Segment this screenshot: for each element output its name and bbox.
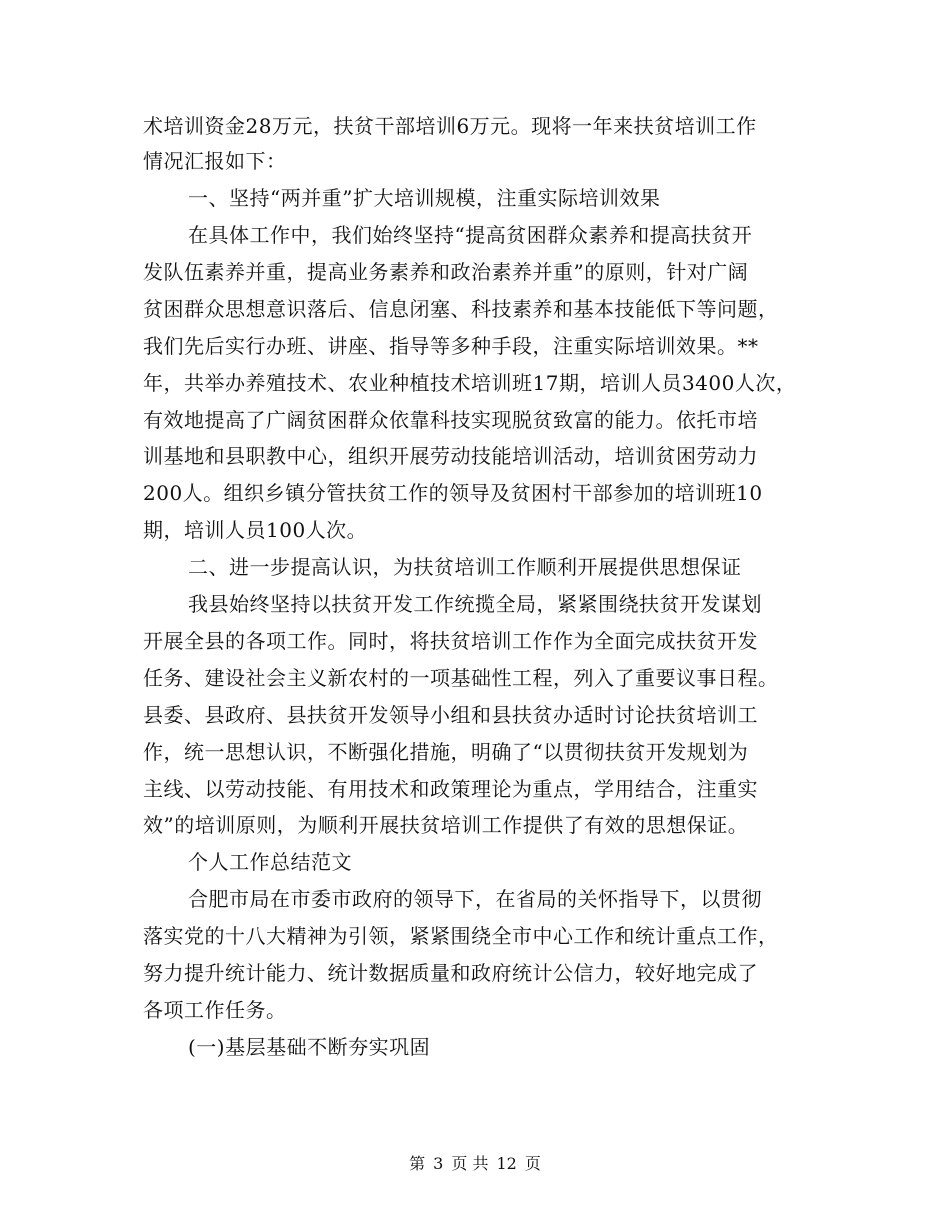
text-line: 年，共举办养殖技术、农业种植技术培训班17期，培训人员3400人次， [143, 371, 797, 395]
footer-middle: 页 共 [451, 1154, 489, 1173]
text-line: 训基地和县职教中心，组织开展劳动技能培训活动，培训贫困劳动力 [143, 444, 758, 468]
text-line: 开展全县的各项工作。同时，将扶贫培训工作作为全面完成扶贫开发 [143, 629, 758, 653]
text-line: 县委、县政府、县扶贫开发领导小组和县扶贫办适时讨论扶贫培训工 [143, 703, 758, 727]
text-line: 落实党的十八大精神为引领，紧紧围绕全市中心工作和统计重点工作， [143, 924, 779, 948]
text-line: 发队伍素养并重，提高业务素养和政治素养并重”的原则，针对广阔 [143, 260, 749, 284]
text-line: 效”的培训原则，为顺利开展扶贫培训工作提供了有效的思想保证。 [143, 813, 749, 837]
section-heading: (一)基层基础不断夯实巩固 [188, 1035, 431, 1059]
footer-page-number: 3 [433, 1154, 444, 1173]
text-line: 贫困群众思想意识落后、信息闭塞、科技素养和基本技能低下等问题， [143, 297, 779, 321]
text-line: 努力提升统计能力、统计数据质量和政府统计公信力，较好地完成了 [143, 961, 758, 985]
footer-total-pages: 12 [496, 1154, 517, 1173]
page-footer [0, 1154, 950, 1174]
text-line: 各项工作任务。 [143, 998, 287, 1022]
text-line: 期，培训人员100人次。 [143, 518, 368, 542]
text-line: 在具体工作中，我们始终坚持“提高贫困群众素养和提高扶贫开 [188, 223, 753, 247]
text-line: 情况汇报如下： [143, 149, 287, 173]
text-line: 主线、以劳动技能、有用技术和政策理论为重点，学用结合，注重实 [143, 777, 758, 801]
text-line: 合肥市局在市委市政府的领导下，在省局的关怀指导下，以贯彻 [188, 887, 762, 911]
footer-suffix: 页 [524, 1154, 541, 1173]
text-line: 任务、建设社会主义新农村的一项基础性工程，列入了重要议事日程。 [143, 666, 779, 690]
text-line: 术培训资金28万元，扶贫干部培训6万元。现将一年来扶贫培训工作 [143, 114, 757, 138]
section-heading: 个人工作总结范文 [188, 850, 352, 874]
footer-prefix: 第 [409, 1154, 426, 1173]
text-line: 有效地提高了广阔贫困群众依靠科技实现脱贫致富的能力。依托市培 [143, 408, 758, 432]
text-line: 我县始终坚持以扶贫开发工作统揽全局，紧紧围绕扶贫开发谋划 [188, 592, 762, 616]
text-line: 作，统一思想认识，不断强化措施，明确了“以贯彻扶贫开发规划为 [143, 740, 749, 764]
text-line: 200人。组织乡镇分管扶贫工作的领导及贫困村干部参加的培训班10 [143, 481, 763, 505]
section-heading: 一、坚持“两并重”扩大培训规模，注重实际培训效果 [188, 186, 661, 210]
text-line: 我们先后实行办班、讲座、指导等多种手段，注重实际培训效果。** [143, 334, 759, 358]
section-heading: 二、进一步提高认识，为扶贫培训工作顺利开展提供思想保证 [188, 555, 742, 579]
